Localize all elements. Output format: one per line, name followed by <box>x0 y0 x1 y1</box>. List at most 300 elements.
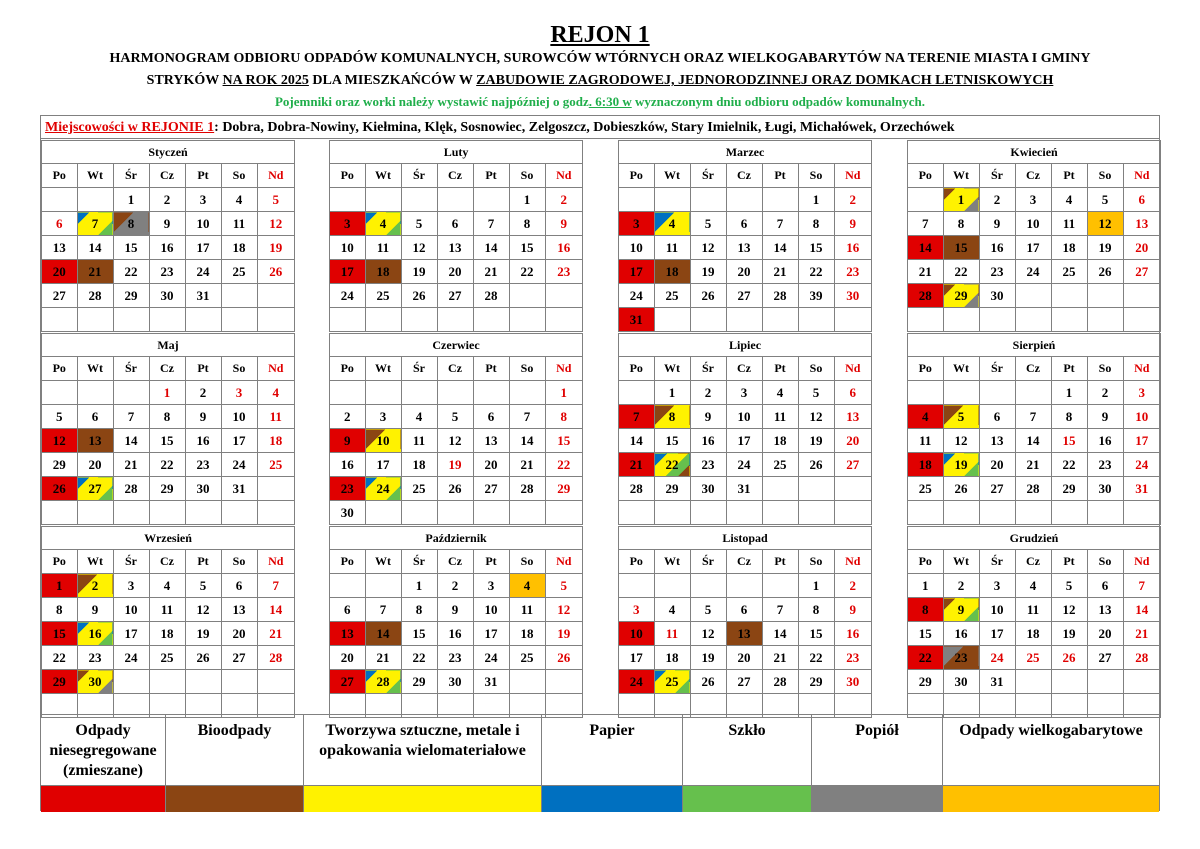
day-cell: 9 <box>1087 405 1123 429</box>
weekday-header: Nd <box>1123 550 1161 574</box>
day-cell: 5 <box>185 574 221 598</box>
empty-cell <box>437 188 473 212</box>
weekday-header: Śr <box>979 550 1015 574</box>
day-cell: 14 <box>365 622 401 646</box>
day-cell: 24 <box>619 284 655 308</box>
day-cell: 7 <box>762 598 798 622</box>
day-cell: 20 <box>1123 236 1161 260</box>
day-cell: 30 <box>149 284 185 308</box>
day-cell: 23 <box>149 260 185 284</box>
weekday-header: So <box>798 550 834 574</box>
empty-cell <box>330 308 366 332</box>
day-cell: 27 <box>979 477 1015 501</box>
weekday-header: Po <box>908 357 944 381</box>
day-cell: 12 <box>690 236 726 260</box>
empty-cell <box>365 501 401 525</box>
day-cell: 10 <box>365 429 401 453</box>
empty-cell <box>943 381 979 405</box>
day-cell: 26 <box>1051 646 1087 670</box>
weekday-header: Nd <box>257 164 295 188</box>
day-cell: 19 <box>437 453 473 477</box>
day-cell: 2 <box>149 188 185 212</box>
day-cell: 22 <box>943 260 979 284</box>
day-cell: 4 <box>257 381 295 405</box>
day-cell: 23 <box>690 453 726 477</box>
day-cell: 18 <box>654 646 690 670</box>
month-name: Lipiec <box>619 334 872 357</box>
weekday-header: Śr <box>690 164 726 188</box>
legend-color-swatch <box>683 785 812 812</box>
month-name: Kwiecień <box>908 141 1161 164</box>
month-calendar <box>907 140 1161 332</box>
day-cell: 21 <box>619 453 655 477</box>
day-cell: 2 <box>690 381 726 405</box>
day-cell: 21 <box>1123 622 1161 646</box>
day-cell: 25 <box>908 477 944 501</box>
weekday-header: Cz <box>1015 550 1051 574</box>
day-cell: 18 <box>1015 622 1051 646</box>
empty-cell <box>619 188 655 212</box>
weekday-header: Cz <box>726 550 762 574</box>
day-cell: 7 <box>365 598 401 622</box>
day-cell: 6 <box>726 212 762 236</box>
day-cell: 9 <box>545 212 583 236</box>
day-cell: 18 <box>149 622 185 646</box>
day-cell: 23 <box>77 646 113 670</box>
day-cell: 30 <box>77 670 113 694</box>
weekday-header: Wt <box>77 357 113 381</box>
day-cell: 14 <box>509 429 545 453</box>
pickup-note <box>0 92 1200 112</box>
weekday-header: Pt <box>1051 357 1087 381</box>
day-cell: 3 <box>1123 381 1161 405</box>
empty-cell <box>1051 308 1087 332</box>
empty-cell <box>113 501 149 525</box>
day-cell: 2 <box>185 381 221 405</box>
day-cell: 10 <box>979 598 1015 622</box>
day-cell: 26 <box>257 260 295 284</box>
day-cell: 16 <box>690 429 726 453</box>
day-cell: 29 <box>545 477 583 501</box>
weekday-header: Wt <box>365 164 401 188</box>
subtitle-year: NA ROK 2025 <box>222 73 309 88</box>
weekday-header: Pt <box>473 164 509 188</box>
day-cell: 22 <box>545 453 583 477</box>
day-cell: 13 <box>473 429 509 453</box>
day-cell: 15 <box>545 429 583 453</box>
day-cell: 27 <box>1087 646 1123 670</box>
empty-cell <box>257 477 295 501</box>
day-cell: 16 <box>545 236 583 260</box>
day-cell: 1 <box>401 574 437 598</box>
weekday-header: Cz <box>726 357 762 381</box>
weekday-header: Pt <box>762 164 798 188</box>
month-name: Grudzień <box>908 527 1161 550</box>
day-cell: 4 <box>1051 188 1087 212</box>
weekday-header: Nd <box>1123 357 1161 381</box>
subtitle-line-1: HARMONOGRAM ODBIORU ODPADÓW KOMUNALNYCH, SUROWCÓW WTÓRNYCH ORAZ WIELKOGABARYTÓW NA TERENIE MIASTA I GMINY <box>109 51 1091 66</box>
month-name: Listopad <box>619 527 872 550</box>
day-cell: 14 <box>113 429 149 453</box>
day-cell: 2 <box>330 405 366 429</box>
day-cell: 24 <box>365 477 401 501</box>
day-cell: 8 <box>113 212 149 236</box>
empty-cell <box>185 670 221 694</box>
weekday-header: Pt <box>1051 550 1087 574</box>
day-cell: 25 <box>221 260 257 284</box>
day-cell: 1 <box>42 574 78 598</box>
weekday-header: Pt <box>762 357 798 381</box>
legend-color-swatch <box>166 785 304 812</box>
day-cell: 13 <box>834 405 872 429</box>
day-cell: 10 <box>619 236 655 260</box>
day-cell: 21 <box>77 260 113 284</box>
day-cell: 23 <box>834 646 872 670</box>
day-cell: 18 <box>365 260 401 284</box>
day-cell: 16 <box>1087 429 1123 453</box>
day-cell: 4 <box>762 381 798 405</box>
day-cell: 31 <box>1123 477 1161 501</box>
day-cell: 8 <box>654 405 690 429</box>
note-time: . 6:30 w <box>588 94 632 109</box>
day-cell: 2 <box>943 574 979 598</box>
day-cell: 3 <box>185 188 221 212</box>
day-cell: 4 <box>654 598 690 622</box>
day-cell: 30 <box>834 670 872 694</box>
day-cell: 27 <box>330 670 366 694</box>
empty-cell <box>690 188 726 212</box>
empty-cell <box>509 381 545 405</box>
empty-cell <box>545 670 583 694</box>
day-cell: 11 <box>221 212 257 236</box>
day-cell: 29 <box>42 670 78 694</box>
day-cell: 5 <box>798 381 834 405</box>
day-cell: 24 <box>726 453 762 477</box>
weekday-header: Pt <box>185 164 221 188</box>
day-cell: 28 <box>509 477 545 501</box>
day-cell: 2 <box>1087 381 1123 405</box>
note-part: Pojemniki oraz worki należy wystawić najpóźniej o godz <box>274 94 589 109</box>
day-cell: 9 <box>834 598 872 622</box>
day-cell: 13 <box>221 598 257 622</box>
locations-label: Miejscowości w REJONIE 1 <box>45 120 215 135</box>
day-cell: 2 <box>77 574 113 598</box>
day-cell: 25 <box>654 670 690 694</box>
empty-cell <box>908 501 944 525</box>
day-cell: 24 <box>1015 260 1051 284</box>
empty-cell <box>726 501 762 525</box>
day-cell: 8 <box>943 212 979 236</box>
day-cell: 20 <box>726 646 762 670</box>
day-cell: 5 <box>690 212 726 236</box>
day-cell: 27 <box>77 477 113 501</box>
day-cell: 4 <box>365 212 401 236</box>
empty-cell <box>330 188 366 212</box>
day-cell: 12 <box>257 212 295 236</box>
month-calendar <box>329 333 583 525</box>
weekday-header: Cz <box>437 550 473 574</box>
day-cell: 13 <box>1087 598 1123 622</box>
day-cell: 24 <box>1123 453 1161 477</box>
weekday-header: So <box>798 164 834 188</box>
day-cell: 22 <box>113 260 149 284</box>
day-cell: 11 <box>908 429 944 453</box>
empty-cell <box>401 501 437 525</box>
weekday-header: Wt <box>943 164 979 188</box>
empty-cell <box>365 574 401 598</box>
day-cell: 10 <box>473 598 509 622</box>
day-cell: 7 <box>473 212 509 236</box>
empty-cell <box>149 308 185 332</box>
day-cell: 15 <box>149 429 185 453</box>
weekday-header: Wt <box>654 550 690 574</box>
empty-cell <box>149 501 185 525</box>
day-cell: 7 <box>77 212 113 236</box>
day-cell: 16 <box>834 622 872 646</box>
empty-cell <box>726 188 762 212</box>
empty-cell <box>654 501 690 525</box>
empty-cell <box>1015 381 1051 405</box>
day-cell: 13 <box>1123 212 1161 236</box>
day-cell: 27 <box>221 646 257 670</box>
day-cell: 15 <box>1051 429 1087 453</box>
empty-cell <box>437 381 473 405</box>
empty-cell <box>401 381 437 405</box>
empty-cell <box>1015 308 1051 332</box>
day-cell: 25 <box>401 477 437 501</box>
day-cell: 11 <box>1015 598 1051 622</box>
empty-cell <box>943 308 979 332</box>
day-cell: 11 <box>654 622 690 646</box>
empty-cell <box>654 188 690 212</box>
empty-cell <box>509 308 545 332</box>
day-cell: 1 <box>943 188 979 212</box>
weekday-header: Śr <box>113 357 149 381</box>
subtitle-housing: ZABUDOWIE ZAGRODOWEJ, JEDNORODZINNEJ ORAZ DOMKACH LETNISKOWYCH <box>476 73 1054 88</box>
weekday-header: Cz <box>437 164 473 188</box>
day-cell: 22 <box>798 260 834 284</box>
day-cell: 18 <box>654 260 690 284</box>
empty-cell <box>473 501 509 525</box>
day-cell: 9 <box>834 212 872 236</box>
day-cell: 19 <box>185 622 221 646</box>
day-cell: 5 <box>437 405 473 429</box>
day-cell: 26 <box>690 284 726 308</box>
day-cell: 17 <box>726 429 762 453</box>
day-cell: 9 <box>979 212 1015 236</box>
empty-cell <box>185 308 221 332</box>
empty-cell <box>1087 284 1123 308</box>
legend-mixed-waste: Odpady niesegregowane (zmieszane) <box>41 715 166 785</box>
day-cell: 28 <box>1123 646 1161 670</box>
day-cell: 29 <box>149 477 185 501</box>
day-cell: 26 <box>545 646 583 670</box>
empty-cell <box>654 308 690 332</box>
day-cell: 30 <box>437 670 473 694</box>
month-name: Czerwiec <box>330 334 583 357</box>
day-cell: 25 <box>762 453 798 477</box>
empty-cell <box>1123 501 1161 525</box>
day-cell: 7 <box>908 212 944 236</box>
month-calendar <box>618 333 872 525</box>
day-cell: 22 <box>42 646 78 670</box>
day-cell: 27 <box>834 453 872 477</box>
day-cell: 13 <box>330 622 366 646</box>
day-cell: 5 <box>690 598 726 622</box>
day-cell: 30 <box>943 670 979 694</box>
day-cell: 17 <box>473 622 509 646</box>
weekday-header: Śr <box>690 550 726 574</box>
day-cell: 15 <box>42 622 78 646</box>
legend <box>41 714 1159 812</box>
day-cell: 12 <box>185 598 221 622</box>
day-cell: 30 <box>690 477 726 501</box>
subtitle-part: STRYKÓW <box>146 73 223 88</box>
day-cell: 3 <box>473 574 509 598</box>
day-cell: 18 <box>257 429 295 453</box>
weekday-header: Po <box>908 164 944 188</box>
day-cell: 12 <box>42 429 78 453</box>
empty-cell <box>473 188 509 212</box>
empty-cell <box>221 308 257 332</box>
empty-cell <box>726 574 762 598</box>
empty-cell <box>1123 670 1161 694</box>
legend-biowaste: Bioodpady <box>166 715 304 785</box>
day-cell: 25 <box>654 284 690 308</box>
empty-cell <box>257 670 295 694</box>
day-cell: 12 <box>798 405 834 429</box>
weekday-header: So <box>221 164 257 188</box>
day-cell: 27 <box>1123 260 1161 284</box>
day-cell: 10 <box>113 598 149 622</box>
weekday-header: Nd <box>545 164 583 188</box>
month-calendar <box>618 140 872 332</box>
weekday-header: Śr <box>979 357 1015 381</box>
day-cell: 12 <box>1051 598 1087 622</box>
day-cell: 10 <box>619 622 655 646</box>
weekday-header: So <box>509 357 545 381</box>
legend-plastics-metals: Tworzywa sztuczne, metale i opakowania wielomateriałowe <box>304 715 542 785</box>
day-cell: 24 <box>185 260 221 284</box>
month-calendar <box>41 526 295 718</box>
day-cell: 19 <box>943 453 979 477</box>
day-cell: 19 <box>545 622 583 646</box>
weekday-header: Cz <box>726 164 762 188</box>
day-cell: 23 <box>545 260 583 284</box>
empty-cell <box>943 501 979 525</box>
day-cell: 27 <box>437 284 473 308</box>
day-cell: 13 <box>42 236 78 260</box>
weekday-header: Cz <box>437 357 473 381</box>
day-cell: 10 <box>185 212 221 236</box>
day-cell: 11 <box>257 405 295 429</box>
day-cell: 11 <box>365 236 401 260</box>
day-cell: 20 <box>330 646 366 670</box>
empty-cell <box>42 501 78 525</box>
empty-cell <box>908 381 944 405</box>
legend-color-swatch <box>542 785 683 812</box>
empty-cell <box>1087 670 1123 694</box>
day-cell: 13 <box>437 236 473 260</box>
day-cell: 17 <box>113 622 149 646</box>
day-cell: 8 <box>401 598 437 622</box>
weekday-header: Pt <box>473 550 509 574</box>
document-header <box>0 22 1200 112</box>
day-cell: 25 <box>1051 260 1087 284</box>
day-cell: 9 <box>690 405 726 429</box>
day-cell: 16 <box>834 236 872 260</box>
empty-cell <box>113 308 149 332</box>
empty-cell <box>690 501 726 525</box>
day-cell: 12 <box>943 429 979 453</box>
day-cell: 29 <box>943 284 979 308</box>
day-cell: 24 <box>330 284 366 308</box>
weekday-header: Wt <box>365 357 401 381</box>
empty-cell <box>834 477 872 501</box>
weekday-header: Cz <box>149 357 185 381</box>
day-cell: 24 <box>619 670 655 694</box>
day-cell: 5 <box>42 405 78 429</box>
day-cell: 15 <box>798 236 834 260</box>
weekday-header: Po <box>330 357 366 381</box>
day-cell: 23 <box>330 477 366 501</box>
empty-cell <box>762 477 798 501</box>
day-cell: 31 <box>619 308 655 332</box>
page-title: REJON 1 <box>550 22 650 48</box>
day-cell: 13 <box>979 429 1015 453</box>
day-cell: 39 <box>798 284 834 308</box>
empty-cell <box>509 501 545 525</box>
day-cell: 16 <box>77 622 113 646</box>
empty-cell <box>619 381 655 405</box>
day-cell: 20 <box>834 429 872 453</box>
day-cell: 18 <box>401 453 437 477</box>
day-cell: 7 <box>509 405 545 429</box>
day-cell: 15 <box>943 236 979 260</box>
empty-cell <box>401 188 437 212</box>
day-cell: 6 <box>77 405 113 429</box>
day-cell: 28 <box>113 477 149 501</box>
empty-cell <box>221 501 257 525</box>
day-cell: 16 <box>979 236 1015 260</box>
weekday-header: Cz <box>1015 357 1051 381</box>
weekday-header: So <box>509 550 545 574</box>
day-cell: 17 <box>619 646 655 670</box>
day-cell: 7 <box>113 405 149 429</box>
day-cell: 1 <box>149 381 185 405</box>
empty-cell <box>545 308 583 332</box>
empty-cell <box>798 501 834 525</box>
empty-cell <box>221 284 257 308</box>
weekday-header: Po <box>42 164 78 188</box>
day-cell: 21 <box>509 453 545 477</box>
day-cell: 6 <box>473 405 509 429</box>
empty-cell <box>762 574 798 598</box>
weekday-header: Nd <box>1123 164 1161 188</box>
empty-cell <box>1051 670 1087 694</box>
day-cell: 4 <box>1015 574 1051 598</box>
day-cell: 25 <box>1015 646 1051 670</box>
day-cell: 28 <box>762 284 798 308</box>
empty-cell <box>185 501 221 525</box>
day-cell: 1 <box>798 574 834 598</box>
month-name: Sierpień <box>908 334 1161 357</box>
day-cell: 14 <box>257 598 295 622</box>
day-cell: 20 <box>221 622 257 646</box>
weekday-header: Wt <box>654 164 690 188</box>
day-cell: 26 <box>401 284 437 308</box>
empty-cell <box>545 501 583 525</box>
